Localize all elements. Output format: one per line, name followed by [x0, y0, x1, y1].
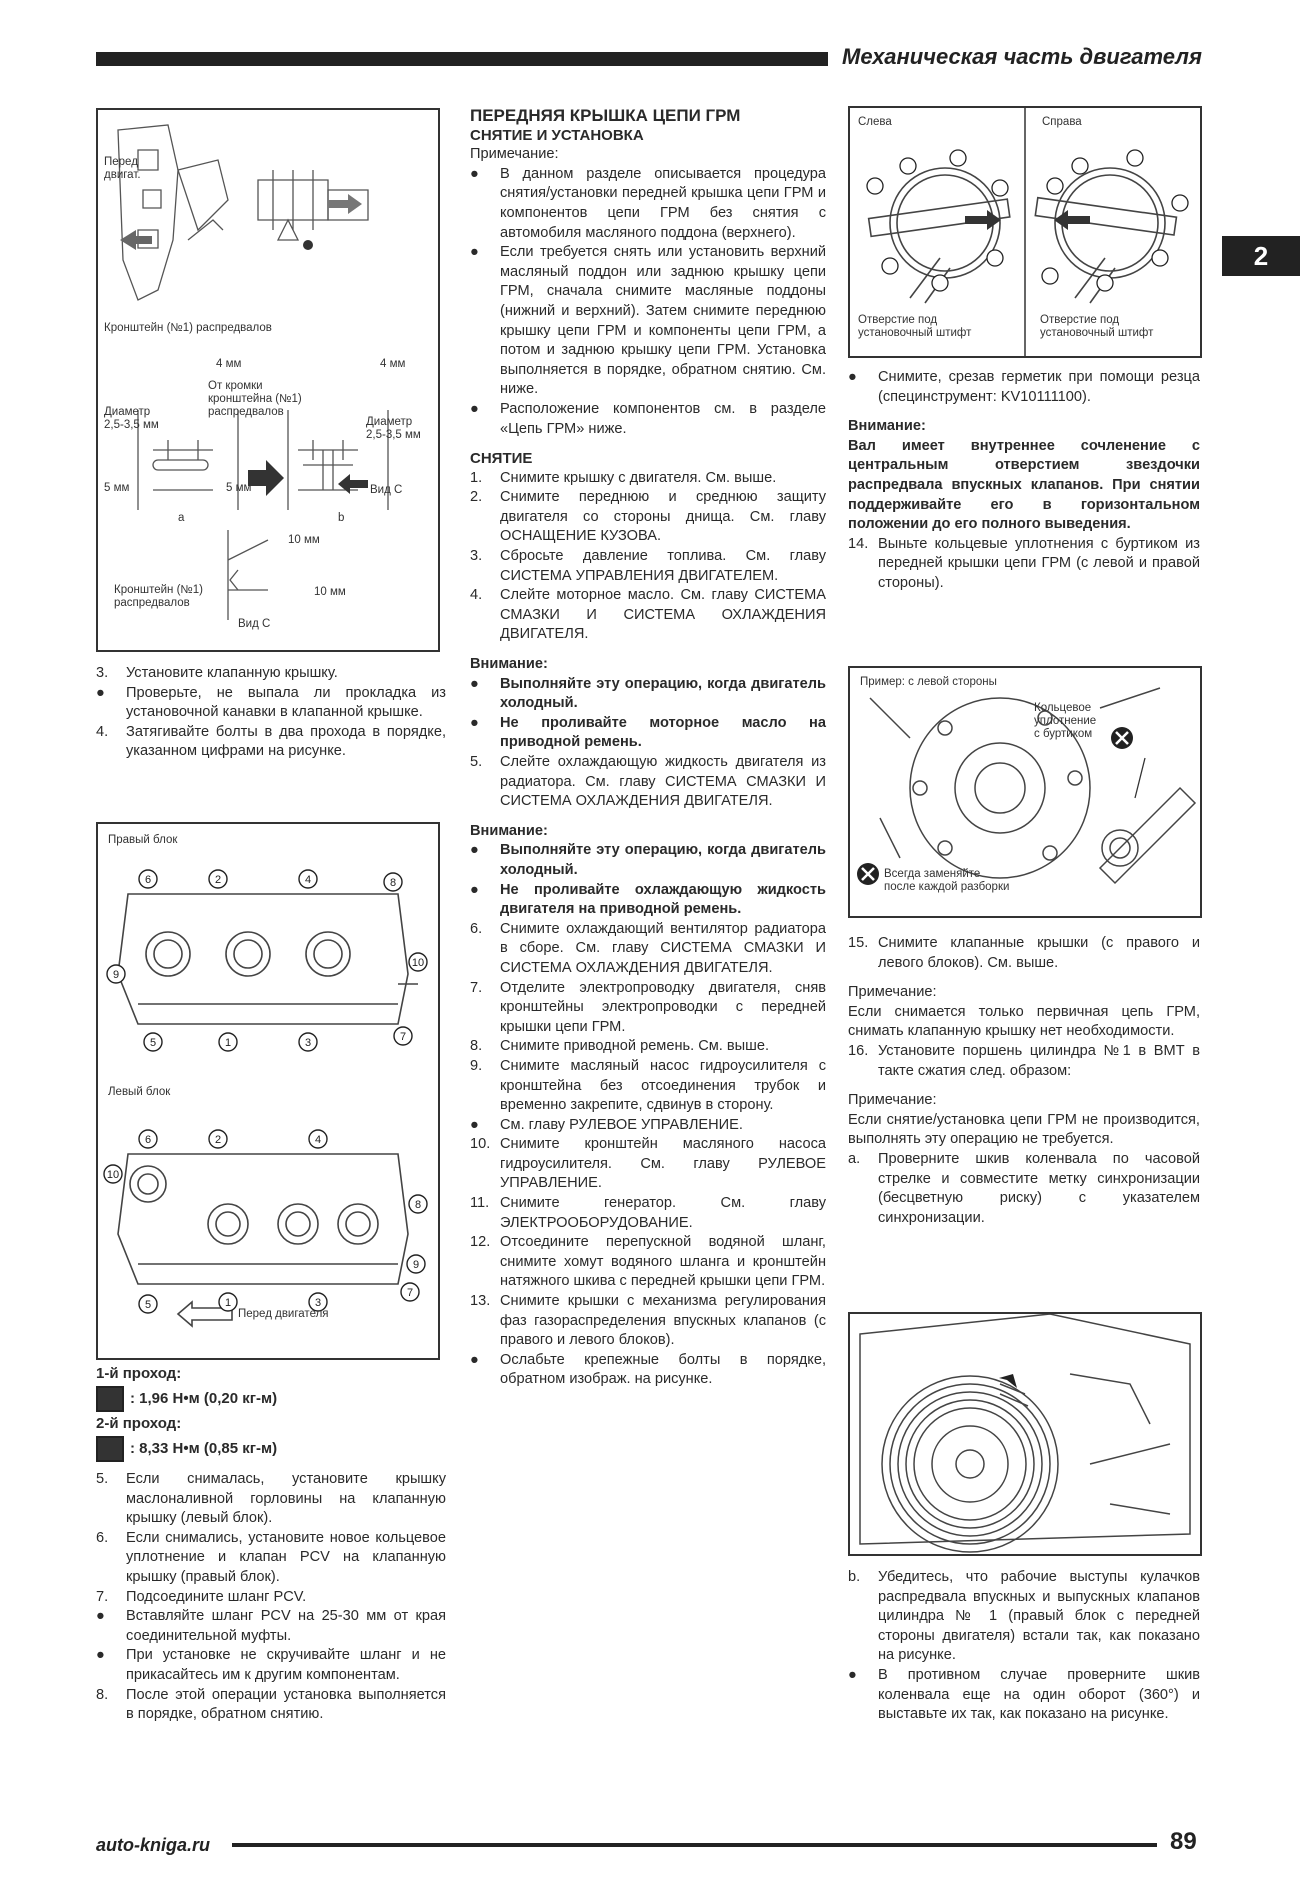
list-item: 14. Выньте кольцевые уплотнения с буртиком из передней крышки цепи ГРМ (с левой и правой стороны). [848, 535, 1200, 591]
fig3-left-label: Слева [858, 116, 892, 128]
fig1-bracket-bottom-label: Кронштейн (№1) распредвалов [114, 584, 203, 609]
seq-number: 4 [314, 1134, 322, 1146]
seq-number: 1 [224, 1037, 232, 1049]
seq-number: 10 [411, 957, 425, 969]
figure-vtc-covers [848, 106, 1202, 358]
column-1-bottom [96, 1470, 446, 1725]
list-item: ● Снимите, срезав герметик при помощи резца (специнструмент: KV10111100). [848, 369, 1200, 405]
list-item: 15. Снимите клапанные крышки (с правого и левого блоков). См. выше. [848, 935, 1200, 971]
footer-site-name: auto-kniga.ru [96, 1835, 211, 1855]
figure-camshaft-bracket-sealant [96, 108, 440, 652]
list-item: 10. Снимите кронштейн масляного насоса гидроусилителя. См. главу РУЛЕВОЕ УПРАВЛЕНИЕ. [470, 1136, 826, 1192]
note-text: Если снимается только первичная цепь ГРМ, снимать клапанную крышку нет необходимости. [848, 1003, 1200, 1040]
seq-number: 10 [106, 1169, 120, 1181]
list-item: ● В противном случае проверните шкив коленвала еще на один оборот (360°) и выставьте их так, как показано на рисунке. [848, 1666, 1200, 1723]
figure-o-ring [848, 666, 1202, 918]
fig1-from-edge-label: От кромки кронштейна (№1) распредвалов [208, 380, 302, 418]
seq-number: 3 [304, 1037, 312, 1049]
fig2-left-bank-label: Левый блок [108, 1086, 171, 1098]
fig4-oring-label: Кольцевое уплотнение с буртиком [1034, 702, 1097, 740]
list-item: 7. Отделите электропроводку двигателя, сняв кронштейны электропроводки с передней крышки цепи ГРМ. [470, 979, 826, 1035]
wrench-icon [96, 1436, 124, 1462]
fig1-dim-5b: 5 мм [226, 482, 252, 494]
note-text: Если снятие/установка цепи ГРМ не производится, выполнять эту операцию не требуется. [848, 1111, 1200, 1148]
list-item: 4. Слейте моторное масло. См. главу СИСТЕМА СМАЗКИ И СИСТЕМА ОХЛАЖДЕНИЯ ДВИГАТЕЛЯ. [470, 587, 826, 643]
seq-number: 5 [149, 1037, 157, 1049]
list-item: ● Если требуется снять или установить верхний масляный поддон или заднюю крышку цепи ГРМ, сначала снимите масляные поддоны (нижний и верхний). Затем снимите переднюю крышку цепи ГРМ и компоненты цепи ГРМ, а потом и заднюю крышку цепи ГРМ. Установка выполняется в порядке, обратном снятию. См. ниже. [470, 244, 826, 398]
list-item: ● Проверьте, не выпала ли прокладка из установочной канавки в клапанной крышке. [96, 684, 446, 721]
seq-number: 2 [214, 1134, 222, 1146]
fig1-dim-10b: 10 мм [314, 586, 346, 598]
list-item: 6. Снимите охлаждающий вентилятор радиатора в сборе. См. главу СИСТЕМА СМАЗКИ И СИСТЕМА ОХЛАЖДЕНИЯ ДВИГАТЕЛЯ. [470, 920, 826, 976]
seq-number: 7 [406, 1287, 414, 1299]
fig1-dim-10a: 10 мм [288, 534, 320, 546]
section-title: ПЕРЕДНЯЯ КРЫШКА ЦЕПИ ГРМ [470, 106, 741, 125]
list-item: a. Проверните шкив коленвала по часовой стрелке и совместите метку синхронизации (бесцветную риску) с указателем синхронизации. [848, 1150, 1200, 1226]
list-item: ● Выполняйте эту операцию, когда двигатель холодный. [470, 675, 826, 712]
seq-number: 5 [144, 1299, 152, 1311]
seq-number: 6 [144, 1134, 152, 1146]
fig1-diameter-b: Диаметр 2,5-3,5 мм [366, 416, 421, 441]
column-1-top [96, 664, 446, 762]
seq-number: 9 [112, 969, 120, 981]
list-item: 4. Затягивайте болты в два прохода в порядке, указанном цифрами на рисунке. [96, 723, 446, 760]
fig1-view-c2-label: Вид C [238, 618, 271, 630]
list-item: 8. После этой операции установка выполняется в порядке, обратном снятию. [96, 1686, 446, 1723]
seq-number: 9 [412, 1259, 420, 1271]
torque-pass-1: 1-й проход: [96, 1365, 182, 1382]
seq-number: 1 [224, 1297, 232, 1309]
list-item: ● Выполняйте эту операцию, когда двигатель холодный. [470, 842, 826, 878]
torque-spec [96, 1362, 446, 1462]
figure-valve-cover-sequence [96, 822, 440, 1360]
removal-heading: СНЯТИЕ [470, 450, 533, 468]
fig1-dim-5a: 5 мм [104, 482, 130, 494]
fig4-example-label: Пример: с левой стороны [860, 676, 997, 688]
section-subtitle: СНЯТИЕ И УСТАНОВКА [470, 126, 644, 144]
footer-rule [232, 1843, 1157, 1847]
list-item: 3. Установите клапанную крышку. [96, 665, 338, 681]
fig1-front-label: Перед двигат. [104, 156, 141, 181]
figure-crank-pulley [848, 1312, 1202, 1556]
list-item: 12. Отсоедините перепускной водяной шланг, снимите хомут водяного шланга и кронштейн натяжного шкива с передней крышки цепи ГРМ. [470, 1234, 826, 1290]
seq-number: 4 [304, 874, 312, 886]
warning-label: Внимание: [470, 656, 548, 673]
crank-pulley-drawing [850, 1314, 1200, 1554]
fig3-right-label: Справа [1042, 116, 1082, 128]
list-item: 8. Снимите приводной ремень. См. выше. [470, 1038, 770, 1055]
list-item: ● Расположение компонентов см. в разделе «Цепь ГРМ» ниже. [470, 400, 826, 437]
list-item: 6. Если снимались, установите новое кольцевое уплотнение и клапан PCV на клапанную крышку (правый блок). [96, 1529, 446, 1585]
fig3-hole-left: Отверстие под установочный штифт [858, 314, 972, 339]
seq-number: 7 [399, 1031, 407, 1043]
seq-number: 8 [389, 877, 397, 889]
note-label: Примечание: [848, 1092, 937, 1109]
seq-number: 3 [314, 1297, 322, 1309]
list-item: 7. Подсоедините шланг PCV. [96, 1588, 307, 1605]
list-item: ● Ослабьте крепежные болты в порядке, обратном изображ. на рисунке. [470, 1351, 826, 1388]
list-item: 9. Снимите масляный насос гидроусилителя с кронштейна без отсоединения трубок и временно закрепите, сдвинув в сторону. [470, 1057, 826, 1114]
torque-value-1: : 1,96 Н•м (0,20 кг-м) [96, 1386, 446, 1412]
seq-number: 6 [144, 874, 152, 886]
fig1-dim-4b: 4 мм [380, 358, 406, 370]
fig3-hole-right: Отверстие под установочный штифт [1040, 314, 1154, 339]
list-item: ● См. главу РУЛЕВОЕ УПРАВЛЕНИЕ. [470, 1116, 743, 1133]
list-item: 11. Снимите генератор. См. главу ЭЛЕКТРООБОРУДОВАНИЕ. [470, 1195, 826, 1231]
list-item: ● Не проливайте охлаждающую жидкость двигателя на приводной ремень. [470, 881, 826, 918]
list-item: ● Вставляйте шланг PCV на 25-30 мм от края соединительной муфты. [96, 1608, 446, 1644]
list-item: ● При установке не скручивайте шланг и не прикасайтесь им к другим компонентам. [96, 1647, 446, 1683]
page-header-title: Механическая часть двигателя [842, 44, 1202, 69]
fig4-replace-label: Всегда заменяйте после каждой разборки [884, 868, 1010, 893]
list-item: b. Убедитесь, что рабочие выступы кулачков распредвала впускных и выпускных клапанов цилиндра № 1 (правый блок с передней стороны двигателя) встали так, как показано на рисунке. [848, 1569, 1200, 1664]
fig2-right-bank-label: Правый блок [108, 834, 178, 846]
torque-pass-2: 2-й проход: [96, 1415, 182, 1432]
list-item: ● В данном разделе описывается процедура снятия/установки передней крышка цепи ГРМ и компонентов цепи ГРМ без снятия с автомобиля масляного поддона (верхнего). [470, 165, 826, 241]
seq-number: 2 [214, 874, 222, 886]
fig2-front-label: Перед двигателя [238, 1308, 329, 1320]
list-item: 5. Если снималась, установите крышку маслоналивной горловины на клапанную крышку (левый блок). [96, 1471, 446, 1527]
header-rule [96, 52, 828, 66]
list-item: 16. Установите поршень цилиндра №1 в ВМТ в такте сжатия след. образом: [848, 1042, 1200, 1079]
column-3-b [848, 934, 1200, 1228]
fig1-bracket-top-label: Кронштейн (№1) распредвалов [104, 322, 272, 334]
list-item: 3. Сбросьте давление топлива. См. главу СИСТЕМА УПРАВЛЕНИЯ ДВИГАТЕЛЕМ. [470, 548, 826, 584]
list-item: ● Не проливайте моторное масло на приводной ремень. [470, 714, 826, 751]
fig1-diameter-a: Диаметр 2,5-3,5 мм [104, 406, 159, 431]
note-label: Примечание: [470, 146, 559, 163]
list-item: 5. Слейте охлаждающую жидкость двигателя из радиатора. См. главу СИСТЕМА СМАЗКИ И СИСТЕМА ОХЛАЖДЕНИЯ ДВИГАТЕЛЯ. [470, 754, 826, 810]
warning-label: Внимание: [470, 822, 548, 839]
wrench-icon [96, 1386, 124, 1412]
fig1-label-b: b [338, 512, 345, 524]
list-item: 1. Снимите крышку с двигателя. См. выше. [470, 469, 777, 486]
seq-number: 8 [414, 1199, 422, 1211]
column-2 [470, 106, 826, 1390]
list-item: 2. Снимите переднюю и среднюю защиту двигателя со стороны днища. См. главу ОСНАЩЕНИЕ КУЗОВА. [470, 489, 826, 545]
column-3-c [848, 1568, 1200, 1725]
list-item: 13. Снимите крышки с механизма регулирования фаз газораспределения впускных клапанов (с правого и левого блоков). [470, 1293, 826, 1349]
note-label: Примечание: [848, 984, 937, 1001]
warning-label: Внимание: [848, 418, 926, 435]
fig1-label-a: a [178, 512, 185, 524]
chapter-tab: 2 [1222, 236, 1300, 276]
column-3-a [848, 368, 1200, 594]
torque-value-2: : 8,33 Н•м (0,85 кг-м) [96, 1436, 446, 1462]
fig1-view-c-label: Вид C [370, 484, 403, 496]
warning-text: Вал имеет внутреннее сочленение с центральным отверстием звездочки распредвала впускных клапанов. При снятии поддерживайте его в горизонтальном положении до его полного выведения. [848, 437, 1200, 533]
fig1-dim-4a: 4 мм [216, 358, 242, 370]
page-number: 89 [1170, 1828, 1197, 1855]
